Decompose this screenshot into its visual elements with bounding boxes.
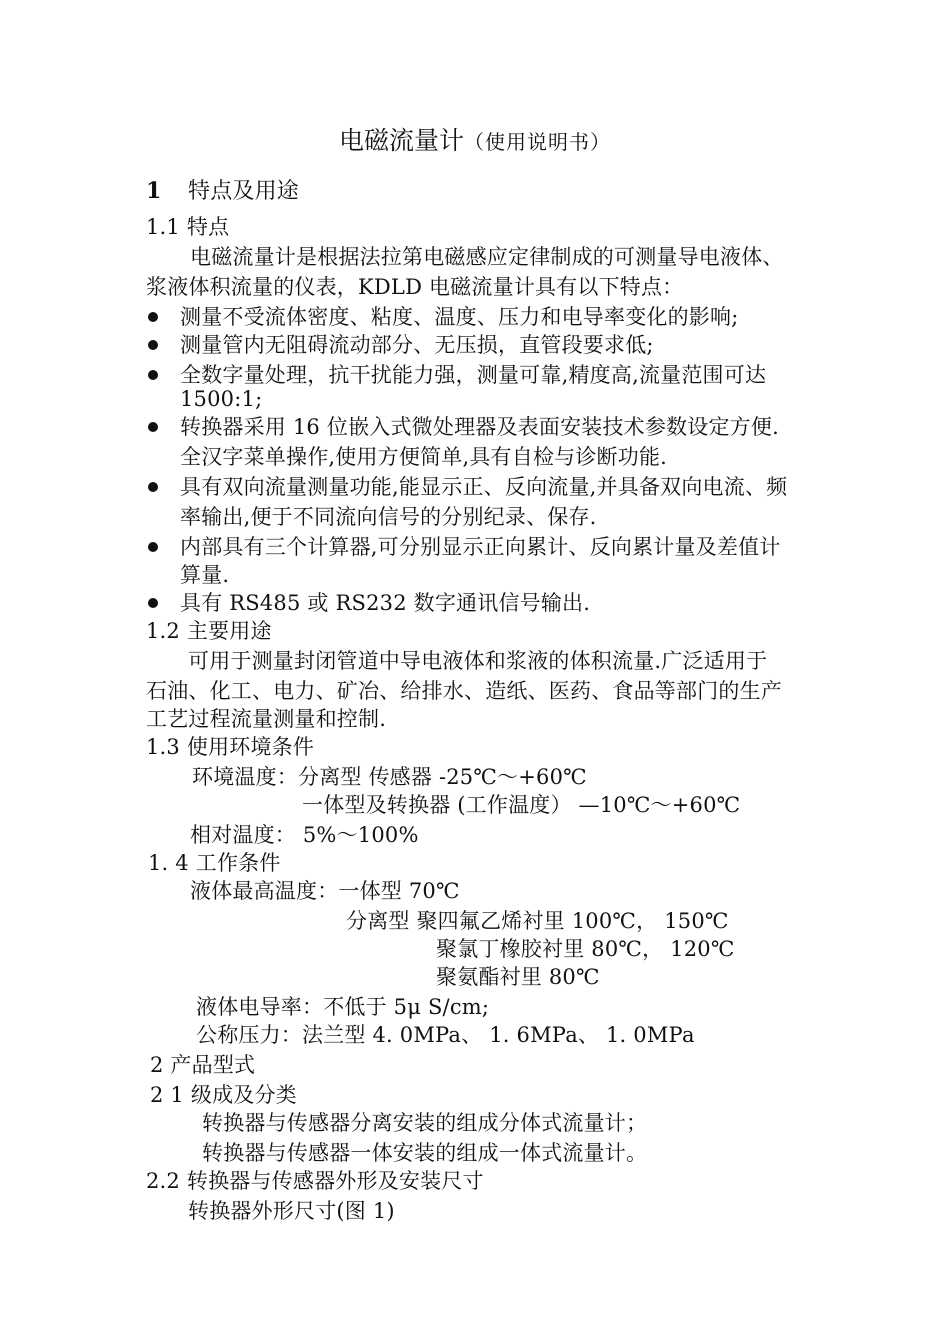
section-1-1-heading: 1.1 特点 [146,215,230,239]
work-max-temp-polyurethane: 聚氨酯衬里 80℃ [436,965,600,989]
bullet-2 [148,340,158,350]
usage-line-2: 石油、化工、电力、矿冶、给排水、造纸、医药、食品等部门的生产 [146,679,782,703]
section-1-4-heading: 1. 4 工作条件 [148,851,281,875]
feature-1: 测量不受流体密度、粘度、温度、压力和电导率变化的影响; [180,305,739,329]
feature-5-line-2: 率输出,便于不同流向信号的分别纪录、保存. [180,505,597,529]
bullet-7 [148,598,158,608]
title-subtitle: （使用说明书） [464,130,611,154]
section-1-number: 1 [146,178,162,204]
work-max-temp-integrated: 液体最高温度：一体型 70℃ [190,879,460,903]
classification-line-1: 转换器与传感器分离安装的组成分体式流量计； [202,1111,648,1135]
section-1-3-heading: 1.3 使用环境条件 [146,735,315,759]
work-max-temp-neoprene: 聚氯丁橡胶衬里 80℃， 120℃ [436,937,735,961]
bullet-4 [148,422,158,432]
feature-7: 具有 RS485 或 RS232 数字通讯信号输出. [180,591,591,615]
title-main: 电磁流量计 [338,126,464,155]
feature-4-line-1: 转换器采用 16 位嵌入式微处理器及表面安装技术参数设定方便. [180,415,779,439]
section-1-title: 特点及用途 [188,179,300,204]
work-conductivity: 液体电导率：不低于 5μ S/cm; [196,995,490,1019]
section-1-heading [146,176,299,207]
bullet-5 [148,482,158,492]
env-relative-temp: 相对温度： 5%～100% [190,823,419,847]
work-nominal-pressure: 公称压力：法兰型 4. 0MPa、 1. 6MPa、 1. 0MPa [196,1023,695,1047]
feature-2: 测量管内无阻碍流动部分、无压损，直管段要求低; [180,333,654,357]
feature-4-line-2: 全汉字菜单操作,使用方便简单,具有自检与诊断功能. [180,445,668,469]
section-2-1-heading: 2 1 级成及分类 [150,1083,297,1107]
feature-6-line-2: 算量. [180,563,230,587]
section-1-2-heading: 1.2 主要用途 [146,619,272,643]
section-2-2-heading: 2.2 转换器与传感器外形及安装尺寸 [146,1169,484,1193]
document-title [0,124,950,159]
converter-dimensions-caption: 转换器外形尺寸(图 1) [188,1199,395,1223]
intro-line-2: 浆液体积流量的仪表，KDLD 电磁流量计具有以下特点： [146,275,684,299]
bullet-1 [148,312,158,322]
feature-3-line-2: 1500:1; [180,387,263,411]
feature-6-line-1: 内部具有三个计算器,可分别显示正向累计、反向累计量及差值计 [180,535,781,559]
bullet-6 [148,542,158,552]
intro-line-1: 电磁流量计是根据法拉第电磁感应定律制成的可测量导电液体、 [190,245,784,269]
feature-5-line-1: 具有双向流量测量功能,能显示正、反向流量,并具备双向电流、频 [180,475,788,499]
feature-3-line-1: 全数字量处理，抗干扰能力强，测量可靠,精度高,流量范围可达 [180,363,767,387]
usage-line-3: 工艺过程流量测量和控制. [146,707,387,731]
section-2-heading: 2 产品型式 [150,1053,256,1077]
env-integrated-temp: 一体型及转换器 (工作温度） —10℃～+60℃ [302,793,741,817]
bullet-3 [148,370,158,380]
work-max-temp-ptfe: 分离型 聚四氟乙烯衬里 100℃， 150℃ [346,909,729,933]
classification-line-2: 转换器与传感器一体安装的组成一体式流量计。 [202,1141,648,1165]
env-ambient-temp: 环境温度：分离型 传感器 -25℃～+60℃ [192,765,587,789]
usage-line-1: 可用于测量封闭管道中导电液体和浆液的体积流量.广泛适用于 [188,649,768,673]
